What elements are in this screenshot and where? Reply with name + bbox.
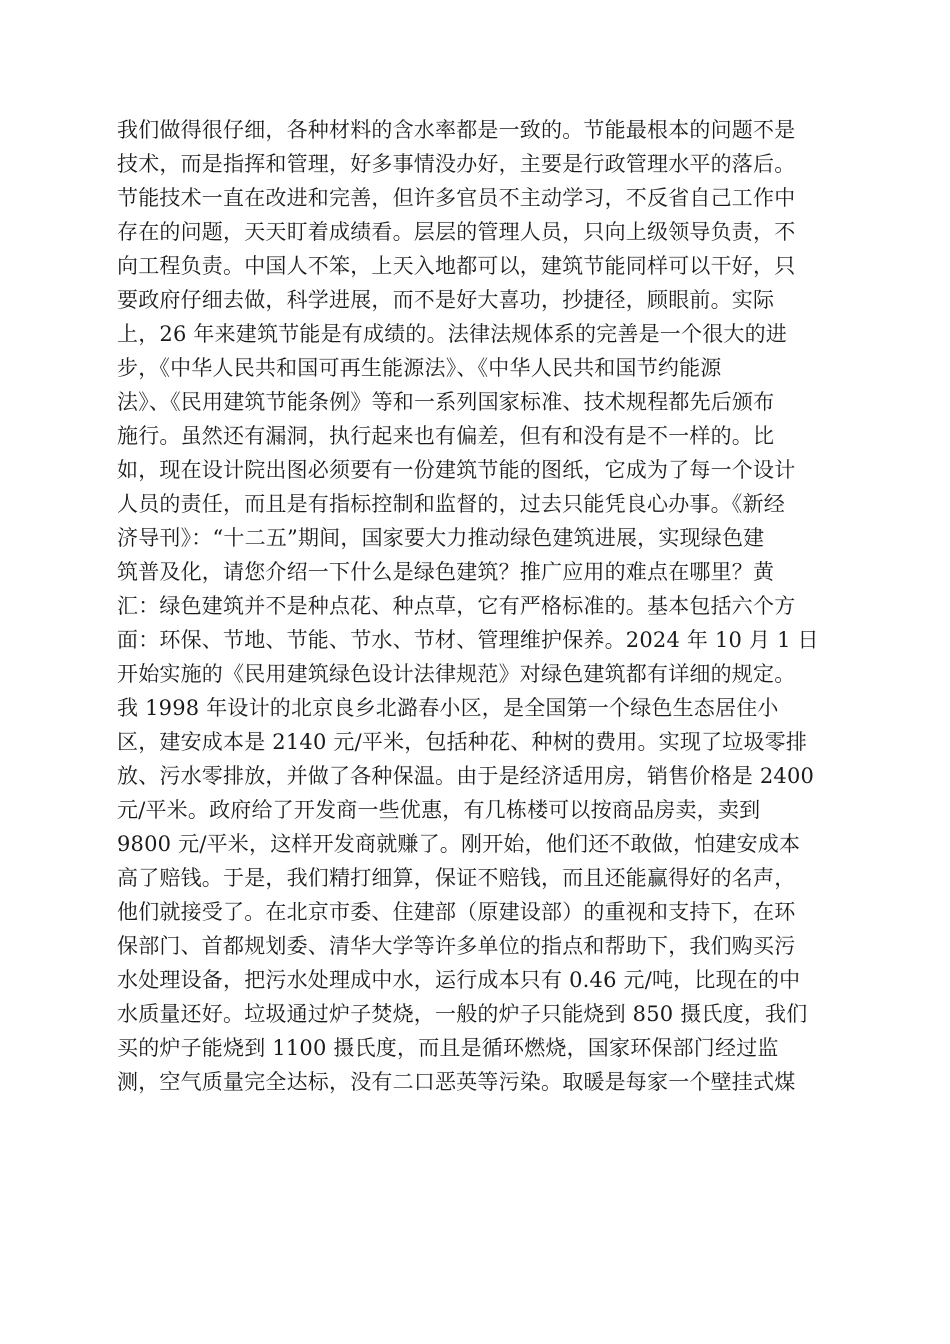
text-line: 济导刊》：“十二五”期间，国家要大力推动绿色建筑进展，实现绿色建 [117, 526, 765, 550]
text-line: 放、污水零排放，并做了各种保温。由于是经济适用房，销售价格是 2400 [117, 764, 815, 788]
text-line: 节能技术一直在改进和完善，但许多官员不主动学习，不反省自己工作中 [117, 186, 796, 210]
text-line: 面：环保、节地、节能、节水、节材、管理维护保养。2024 年 10 月 1 日 [117, 628, 819, 652]
text-line: 步，《中华人民共和国可再生能源法》、《中华人民共和国节约能源 [117, 356, 722, 380]
text-line: 区，建安成本是 2140 元/平米，包括种花、种树的费用。实现了垃圾零排 [117, 730, 808, 754]
text-line: 我 1998 年设计的北京良乡北潞春小区，是全国第一个绿色生态居住小 [117, 696, 779, 720]
text-line: 汇：绿色建筑并不是种点花、种点草，它有严格标准的。基本包括六个方 [117, 594, 796, 618]
text-line: 开始实施的《民用建筑绿色设计法律规范》对绿色建筑都有详细的规定。 [117, 662, 796, 686]
text-line: 9800 元/平米，这样开发商就赚了。刚开始，他们还不敢做，怕建安成本 [117, 832, 801, 856]
text-line: 测，空气质量完全达标，没有二口恶英等污染。取暖是每家一个壁挂式煤 [117, 1070, 796, 1094]
text-line: 上，26 年来建筑节能是有成绩的。法律法规体系的完善是一个很大的进 [117, 322, 787, 346]
text-line: 水处理设备，把污水处理成中水，运行成本只有 0.46 元/吨，比现在的中 [117, 968, 801, 992]
text-line: 如，现在设计院出图必须要有一份建筑节能的图纸，它成为了每一个设计 [117, 458, 796, 482]
text-line: 筑普及化，请您介绍一下什么是绿色建筑？推广应用的难点在哪里？黄 [117, 560, 775, 584]
text-line: 高了赔钱。于是，我们精打细算，保证不赔钱，而且还能赢得好的名声， [117, 866, 796, 890]
text-line: 向工程负责。中国人不笨，上天入地都可以，建筑节能同样可以干好，只 [117, 254, 796, 278]
text-line: 我们做得很仔细，各种材料的含水率都是一致的。节能最根本的问题不是 [117, 118, 796, 142]
text-line: 法》、《民用建筑节能条例》等和一系列国家标准、技术规程都先后颁布 [117, 390, 775, 414]
text-line: 技术，而是指挥和管理，好多事情没办好，主要是行政管理水平的落后。 [117, 152, 796, 176]
body-text [117, 113, 837, 1099]
text-line: 他们就接受了。在北京市委、住建部（原建设部）的重视和支持下，在环 [117, 900, 796, 924]
text-line: 元/平米。政府给了开发商一些优惠，有几栋楼可以按商品房卖，卖到 [117, 798, 761, 822]
text-line: 水质量还好。垃圾通过炉子焚烧，一般的炉子只能烧到 850 摄氏度，我们 [117, 1002, 808, 1026]
text-line: 买的炉子能烧到 1100 摄氏度，而且是循环燃烧，国家环保部门经过监 [117, 1036, 779, 1060]
text-line: 人员的责任，而且是有指标控制和监督的，过去只能凭良心办事。《新经 [117, 492, 785, 516]
text-line: 施行。虽然还有漏洞，执行起来也有偏差，但有和没有是不一样的。比 [117, 424, 775, 448]
text-line: 存在的问题，天天盯着成绩看。层层的管理人员，只向上级领导负责，不 [117, 220, 796, 244]
text-line: 要政府仔细去做，科学进展，而不是好大喜功，抄捷径，顾眼前。实际 [117, 288, 775, 312]
text-line: 保部门、首都规划委、清华大学等许多单位的指点和帮助下，我们购买污 [117, 934, 796, 958]
